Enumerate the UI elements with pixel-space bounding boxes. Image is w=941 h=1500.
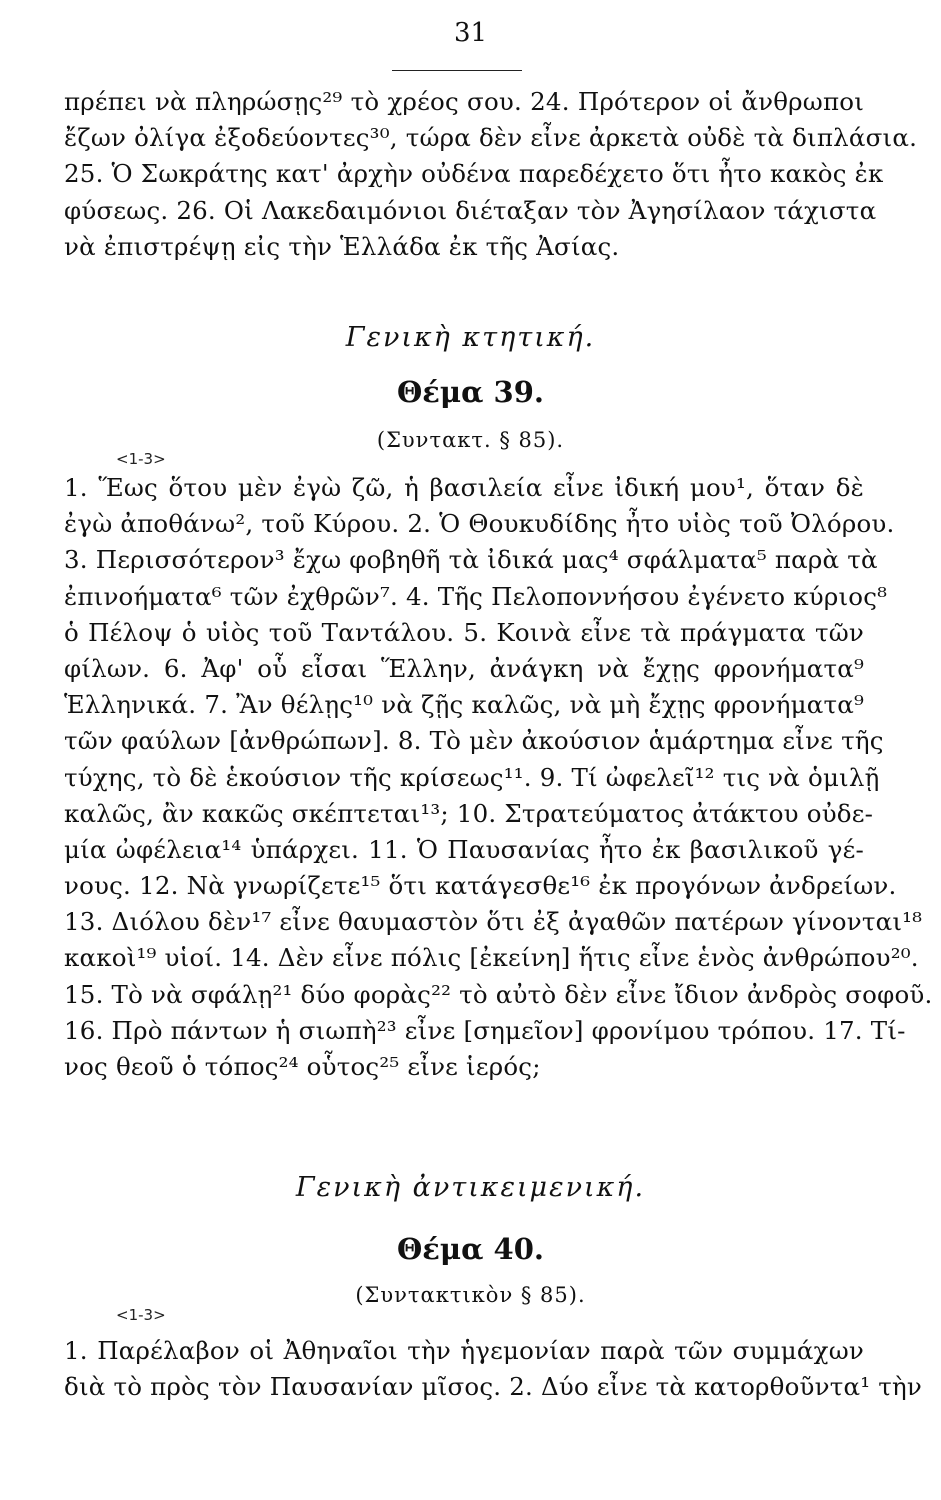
section-title-ktetike: Γενικὴ κτητική. — [345, 322, 596, 353]
theme-heading-40: Θέμα 40. — [397, 1232, 544, 1266]
text-line: 3. Περισσότερον³ ἔχω φοβηθῆ τὰ ἰδικά μας⁴ σφάλματα⁵ παρὰ τὰ — [64, 545, 878, 575]
text-line: 1. Παρέλαβον οἱ Ἀθηναῖοι τὴν ἡγεμονίαν παρὰ τῶν συμμάχων — [64, 1336, 864, 1365]
text-line: νους. 12. Νὰ γνωρίζετε¹⁵ ὅτι κατάγεσθε¹⁶ ἐκ προγόνων ἀνδρείων. — [64, 871, 897, 901]
text-line: φύσεως. 26. Οἱ Λακεδαιμόνιοι διέταξαν τὸν Ἀγησίλαον τάχιστα — [64, 195, 877, 225]
theme-heading-39: Θέμα 39. — [397, 375, 544, 409]
header-rule — [392, 70, 522, 71]
text-line: 16. Πρὸ πάντων ἡ σιωπὴ²³ εἶνε [σημεῖον] φρονίμου τρόπου. 17. Τί- — [64, 1015, 906, 1045]
section-title-antikeimenike: Γενικὴ ἀντικειμενική. — [295, 1172, 646, 1203]
syntax-reference-39: (Συντακτ. § 85). — [376, 428, 565, 452]
text-line: φίλων. 6. Ἀφ' οὗ εἶσαι Ἕλλην, ἀνάγκη νὰ ἔχῃς φρονήματα⁹ — [64, 653, 864, 683]
text-line: τῶν φαύλων [ἀνθρώπων]. 8. Τὸ μὲν ἀκούσιον ἁμάρτημα εἶνε τῆς — [64, 726, 884, 756]
text-line: διὰ τὸ πρὸς τὸν Παυσανίαν μῖσος. 2. Δύο εἶνε τὰ κατορθοῦντα¹ τὴν — [64, 1372, 922, 1402]
text-block-intro — [64, 84, 918, 265]
margin-note: <1-3> — [116, 1306, 166, 1324]
syntax-reference-40: (Συντακτικὸν § 85). — [355, 1283, 586, 1307]
text-line: ἐπινοήματα⁶ τῶν ἐχθρῶν⁷. 4. Τῆς Πελοποννήσου ἐγένετο κύριος⁸ — [64, 581, 888, 611]
text-line: κακοὶ¹⁹ υἱοί. 14. Δὲν εἶνε πόλις [ἐκείνη] ἥτις εἶνε ἑνὸς ἀνθρώπου²⁰. — [64, 943, 919, 973]
text-line: μία ὠφέλεια¹⁴ ὑπάρχει. 11. Ὁ Παυσανίας ἦτο ἐκ βασιλικοῦ γέ- — [64, 834, 864, 864]
text-line: καλῶς, ἂν κακῶς σκέπτεται¹³; 10. Στρατεύματος ἀτάκτου οὐδε- — [64, 798, 874, 828]
text-line: νὰ ἐπιστρέψῃ εἰς τὴν Ἑλλάδα ἐκ τῆς Ἀσίας. — [64, 231, 620, 261]
exercise-39-text — [64, 470, 933, 1085]
text-line: ὁ Πέλοψ ὁ υἱὸς τοῦ Ταντάλου. 5. Κοινὰ εἶνε τὰ πράγματα τῶν — [64, 617, 864, 647]
text-line: Ἑλληνικά. 7. Ἂν θέλῃς¹⁰ νὰ ζῇς καλῶς, νὰ μὴ ἔχῃς φρονήματα⁹ — [64, 690, 864, 720]
text-line: πρέπει νὰ πληρώσῃς²⁹ τὸ χρέος σου. 24. Πρότερον οἱ ἄνθρωποι — [64, 87, 864, 116]
text-line: ἔζων ὀλίγα ἐξοδεύοντες³⁰, τώρα δὲν εἶνε ἀρκετὰ οὐδὲ τὰ διπλάσια. — [64, 123, 918, 153]
text-line: ἐγὼ ἀποθάνω², τοῦ Κύρου. 2. Ὁ Θουκυδίδης ἦτο υἱὸς τοῦ Ὀλόρου. — [64, 509, 895, 539]
exercise-40-text — [64, 1333, 922, 1405]
margin-note: <1-3> — [116, 450, 166, 468]
text-line: νος θεοῦ ὁ τόπος²⁴ οὗτος²⁵ εἶνε ἱερός; — [64, 1052, 541, 1081]
text-line: 1. Ἕως ὅτου μὲν ἐγὼ ζῶ, ἡ βασιλεία εἶνε ἰδική μου¹, ὅταν δὲ — [64, 473, 864, 502]
text-line: 15. Τὸ νὰ σφάλῃ²¹ δύο φορὰς²² τὸ αὐτὸ δὲν εἶνε ἴδιον ἀνδρὸς σοφοῦ. — [64, 979, 933, 1009]
page-number: 31 — [453, 18, 488, 48]
text-line: 25. Ὁ Σωκράτης κατ' ἀρχὴν οὐδένα παρεδέχετο ὅτι ἦτο κακὸς ἐκ — [64, 159, 884, 189]
text-line: τύχης, τὸ δὲ ἑκούσιον τῆς κρίσεως¹¹. 9. Τί ὠφελεῖ¹² τις νὰ ὁμιλῇ — [64, 762, 880, 792]
text-line: 13. Διόλου δὲν¹⁷ εἶνε θαυμαστὸν ὅτι ἐξ ἀγαθῶν πατέρων γίνονται¹⁸ — [64, 907, 923, 937]
